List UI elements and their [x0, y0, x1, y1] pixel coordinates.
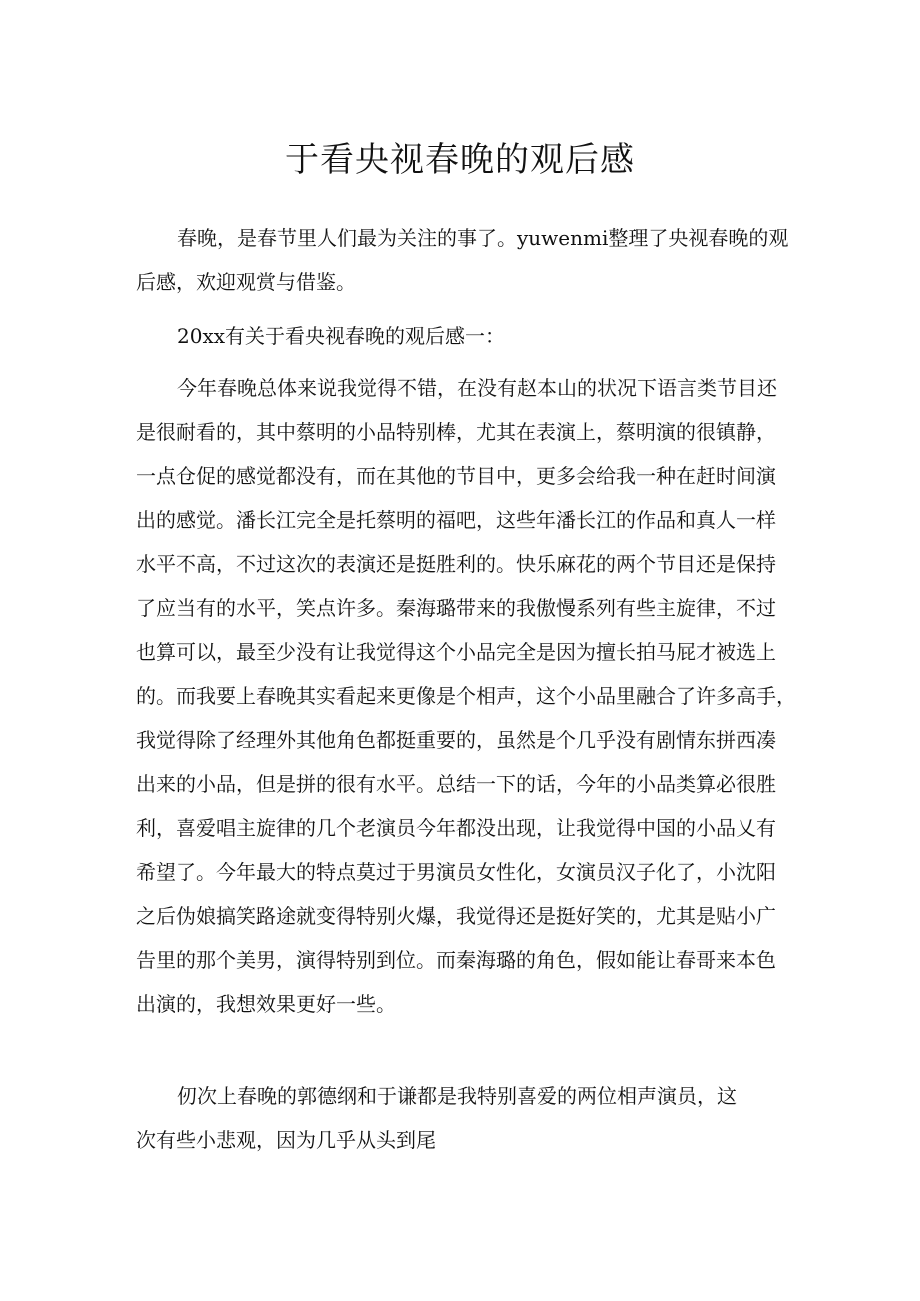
paragraph-line: 出的感觉。潘长江完全是托蔡明的福吧，这些年潘长江的作品和真人一样	[136, 508, 776, 532]
paragraph-line: 的。而我要上春晚其实看起来更像是个相声，这个小品里融合了许多高手，	[136, 684, 796, 708]
paragraph-line: 一点仓促的感觉都没有，而在其他的节目中，更多会给我一种在赶时间演	[136, 464, 776, 488]
document-title: 于看央视春晚的观后感	[285, 140, 635, 180]
paragraph-line: 希望了。今年最大的特点莫过于男演员女性化，女演员汉子化了，小沈阳	[136, 860, 776, 884]
paragraph-line: 是很耐看的，其中蔡明的小品特别棒，尤其在表演上，蔡明演的很镇静，	[136, 420, 776, 444]
paragraph-line: 也算可以，最至少没有让我觉得这个小品完全是因为擅长拍马屁才被选上	[136, 640, 776, 664]
paragraph-line: 水平不高，不过这次的表演还是挺胜利的。快乐麻花的两个节目还是保持	[136, 552, 776, 576]
section-heading-line: 20xx有关于看央视春晚的观后感一：	[177, 324, 506, 348]
paragraph-line: 利，喜爱唱主旋律的几个老演员今年都没出现，让我觉得中国的小品乂有	[136, 816, 776, 840]
paragraph-line: 我觉得除了经理外其他角色都挺重要的，虽然是个几乎没有剧情东拼西凑	[136, 728, 776, 752]
paragraph-line-intro-2: 后感，欢迎观赏与借鉴。	[136, 270, 356, 294]
paragraph-line-intro-1: 春晚，是春节里人们最为关注的事了。yuwenmi整理了央视春晚的观	[177, 226, 789, 250]
paragraph-line: 仞次上春晚的郭德纲和于谦都是我特别喜爱的两位相声演员，这	[177, 1084, 737, 1108]
paragraph-line: 告里的那个美男，演得特别到位。而秦海璐的角色，假如能让春哥来本色	[136, 948, 776, 972]
paragraph-line: 出演的，我想效果更好一些。	[136, 992, 396, 1016]
paragraph-line: 出来的小品，但是拼的很有水平。总结一下的话，今年的小品类算必很胜	[136, 772, 776, 796]
paragraph-line: 今年春晚总体来说我觉得不错，在没有赵本山的状况下语言类节目还	[177, 376, 777, 400]
paragraph-line: 了应当有的水平，笑点许多。秦海璐带来的我傲慢系列有些主旋律，不过	[136, 596, 776, 620]
paragraph-line: 之后伪娘搞笑路途就变得特别火爆，我觉得还是挺好笑的，尤其是贴小广	[136, 904, 776, 928]
paragraph-line: 次有些小悲观，因为几乎从头到尾	[136, 1128, 436, 1152]
